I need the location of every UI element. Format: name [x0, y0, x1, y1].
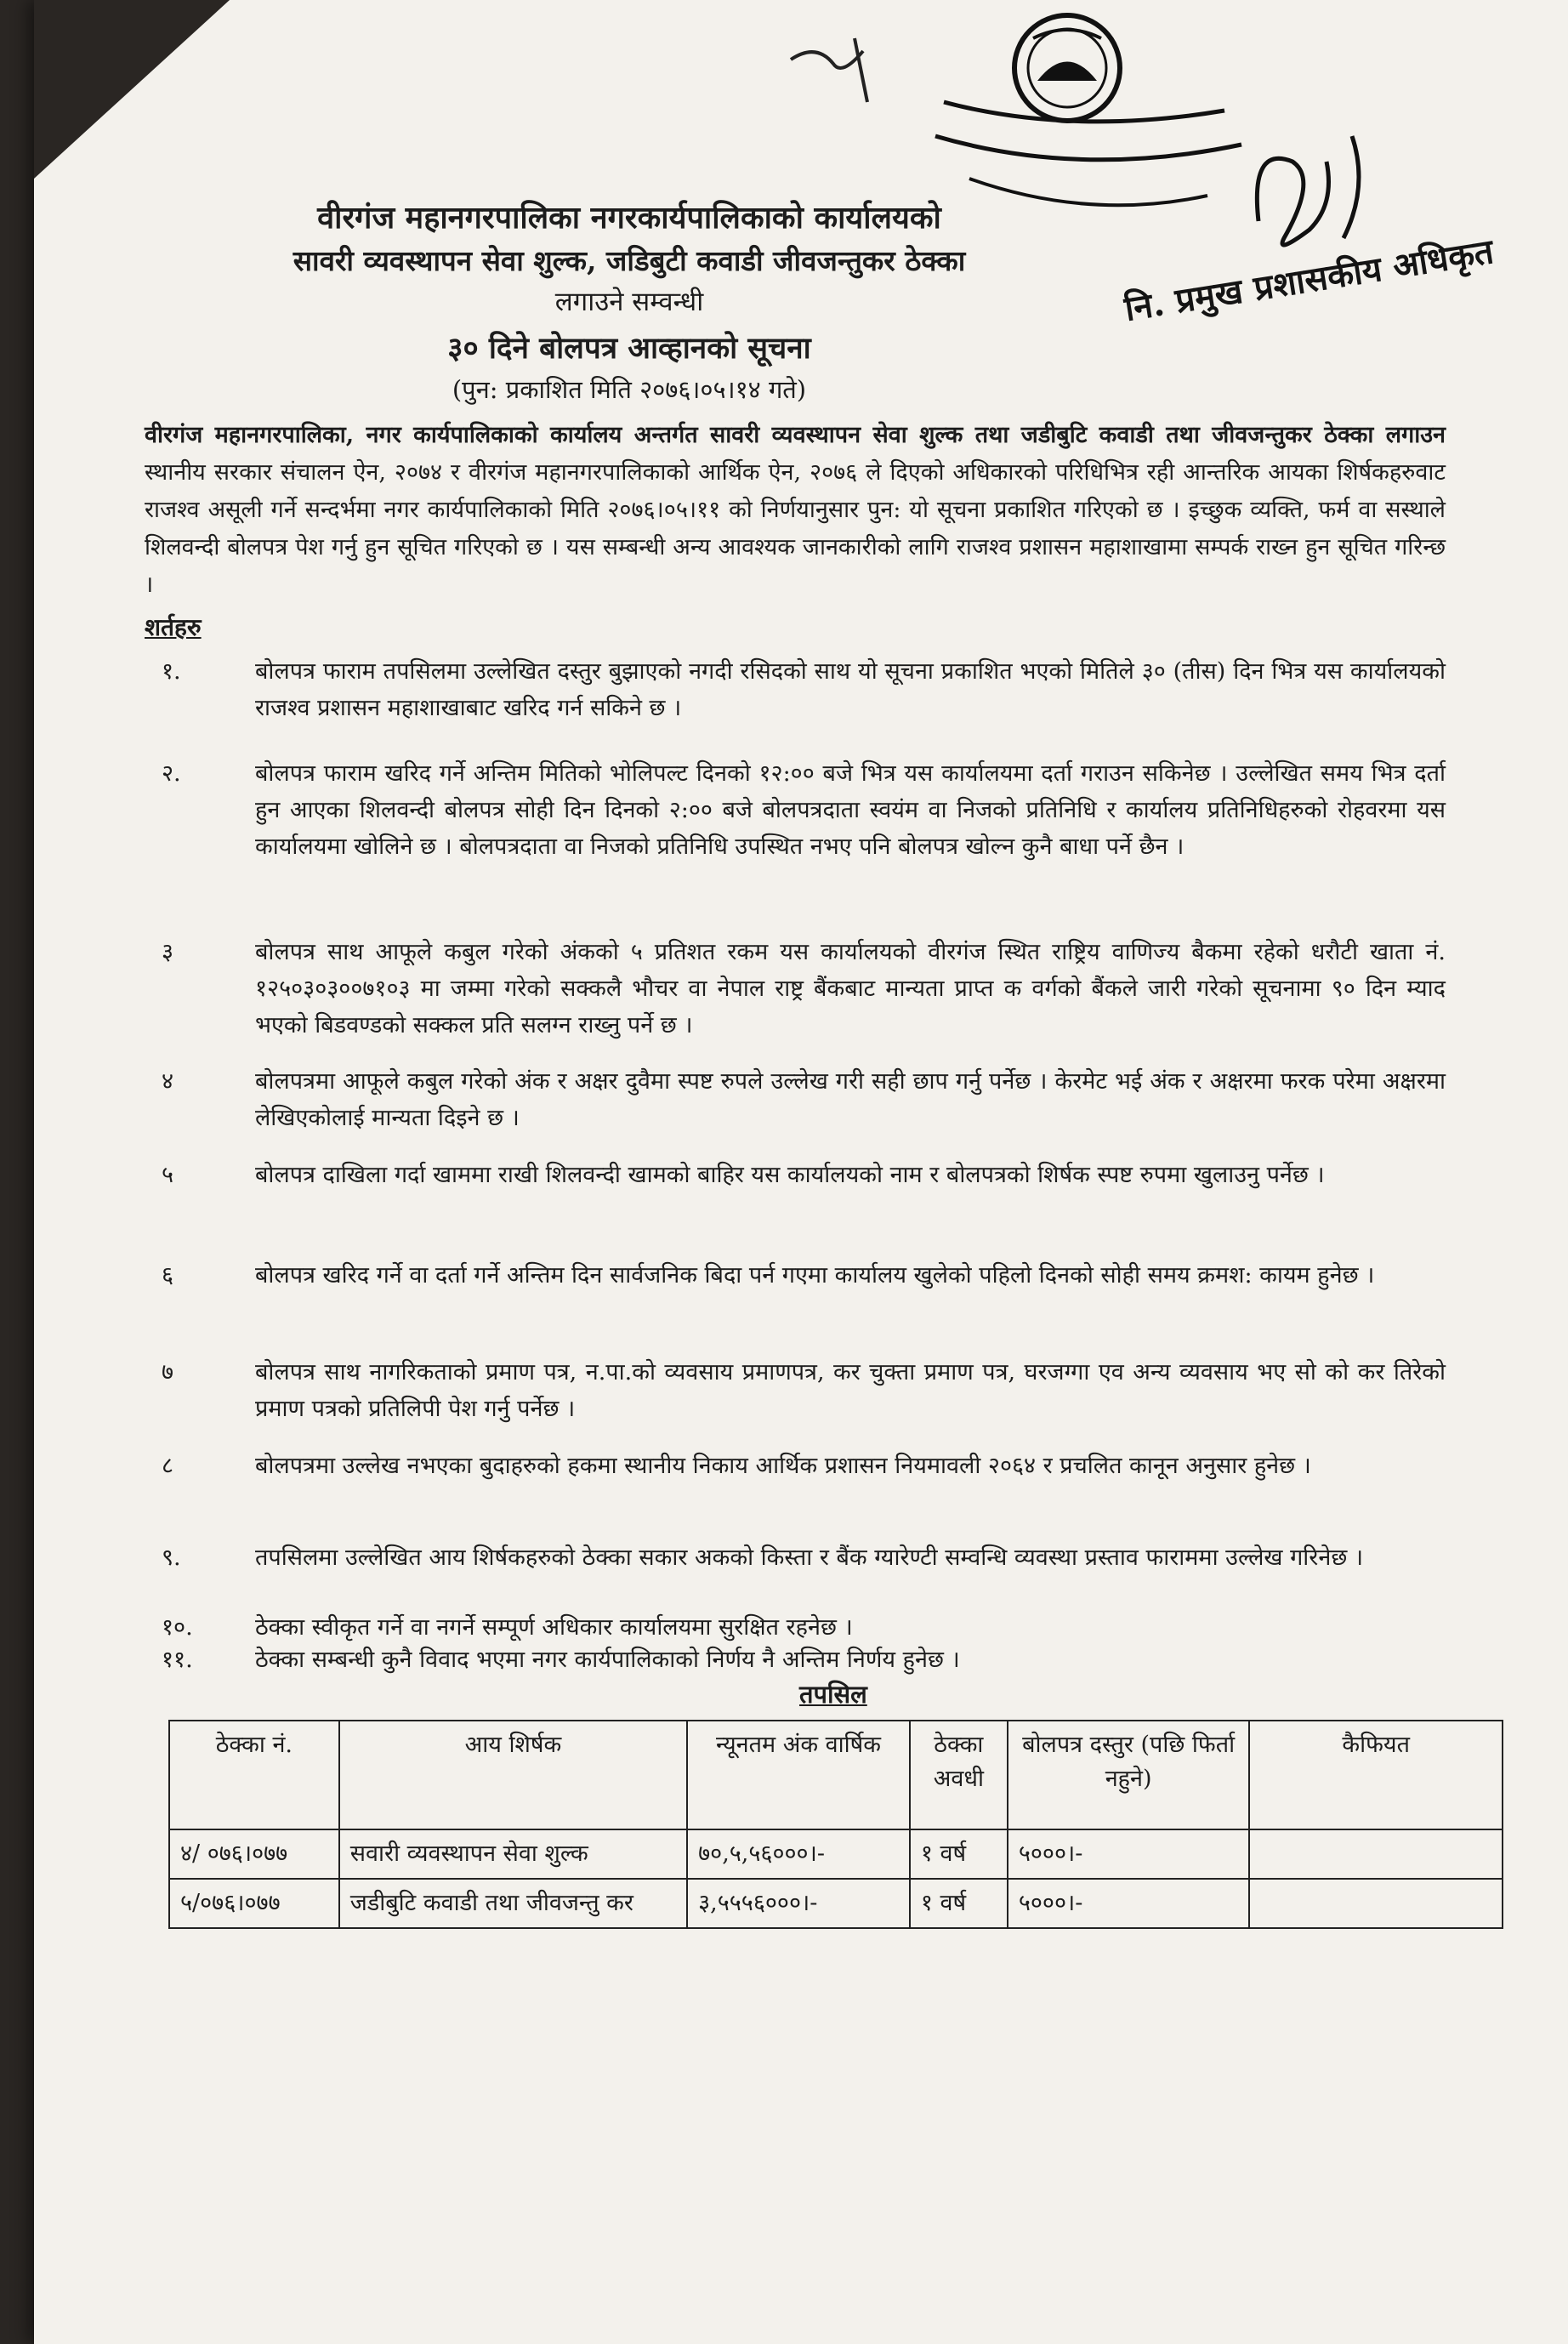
condition-number: ३ [162, 939, 174, 965]
condition-number: ७ [162, 1359, 174, 1385]
table-cell: १ वर्ष [910, 1879, 1008, 1928]
table-cell: जडीबुटि कवाडी तथा जीवजन्तु कर [339, 1879, 687, 1928]
condition-item [145, 653, 1446, 726]
table-cell: ४/ ०७६।०७७ [169, 1829, 339, 1879]
condition-text: बोलपत्र साथ आफूले कबुल गरेको अंकको ५ प्रतिशत रकम यस कार्यालयको वीरगंज स्थित राष्ट्रिय वाणिज्य बैकमा रहेको धरौटी खाता नं. १२५०३०३००७१०३ मा जम्मा गरेको सक्कलै भौचर वा नेपाल राष्ट्र बैंकबाट मान्यता प्राप्त क वर्गको बैंकले जारी गरेको सूचनामा ९० दिन म्याद भएको बिडवण्डको सक्कल प्रति सलग्न राख्नु पर्ने छ । [255, 939, 1446, 1038]
condition-text: बोलपत्र दाखिला गर्दा खाममा राखी शिलवन्दी खामको बाहिर यस कार्यालयको नाम र बोलपत्रको शिर्षक स्पष्ट रुपमा खुलाउनु पर्नेछ । [255, 1162, 1325, 1188]
condition-number: १. [162, 658, 181, 685]
condition-item [145, 1448, 1446, 1484]
table-cell: १ वर्ष [910, 1829, 1008, 1879]
intro-body: स्थानीय सरकार संचालन ऐन, २०७४ र वीरगंज महानगरपालिकाको आर्थिक ऐन, २०७६ ले दिएको अधिकारको परिधिभित्र रही आन्तरिक आयका शिर्षकहरुवाट राजश्व असूली गर्ने सन्दर्भमा नगर कार्यपालिकाको मिति २०७६।०५।११ को निर्णयानुसार पुन: यो सूचना प्रकाशित गरिएको छ । इच्छुक व्यक्ति, फर्म वा सस्थाले शिलवन्दी बोलपत्र पेश गर्नु हुन सूचित गरिएको छ । यस सम्बन्धी अन्य आवश्यक जानकारीको लागि राजश्व प्रशासन महाशाखामा सम्पर्क राख्न हुन सूचित गरिन्छ । [145, 459, 1446, 598]
condition-text: तपसिलमा उल्लेखित आय शिर्षकहरुको ठेक्का सकार अकको किस्ता र बैंक ग्यारेण्टी सम्वन्धि व्यवस्था प्रस्ताव फाराममा उल्लेख गरिनेछ । [255, 1545, 1364, 1571]
column-header: ठेक्का नं. [169, 1721, 339, 1829]
table-row [169, 1879, 1503, 1928]
condition-item [145, 934, 1446, 1044]
condition-number: ५ [162, 1162, 174, 1188]
table-header-row [169, 1721, 1503, 1829]
handwritten-mark-icon [782, 34, 884, 111]
page-shadow-corner [34, 0, 230, 179]
condition-item [145, 1641, 1446, 1678]
condition-item [145, 1609, 1446, 1646]
column-header: न्यूनतम अंक वार्षिक [687, 1721, 910, 1829]
condition-number: ९. [162, 1545, 181, 1571]
condition-number: ८ [162, 1453, 174, 1479]
table-cell: ५/०७६।०७७ [169, 1879, 339, 1928]
table-cell [1249, 1829, 1503, 1879]
condition-text: ठेक्का सम्बन्धी कुनै विवाद भएमा नगर कार्यपालिकाको निर्णय नै अन्तिम निर्णय हुनेछ । [255, 1647, 960, 1673]
condition-text: बोलपत्र फाराम तपसिलमा उल्लेखित दस्तुर बुझाएको नगदी रसिदको साथ यो सूचना प्रकाशित भएको मितिले ३० (तीस) दिन भित्र यस कार्यालयको राजश्व प्रशासन महाशाखाबाट खरिद गर्न सकिने छ । [255, 658, 1446, 721]
table-cell: सवारी व्यवस्थापन सेवा शुल्क [339, 1829, 687, 1879]
condition-text: बोलपत्रमा उल्लेख नभएका बुदाहरुको हकमा स्थानीय निकाय आर्थिक प्रशासन नियमावली २०६४ र प्रचलित कानून अनुसार हुनेछ । [255, 1453, 1311, 1479]
intro-lead: वीरगंज महानगरपालिका, नगर कार्यपालिकाको कार्यालय अन्तर्गत सावरी व्यवस्थापन सेवा शुल्क तथा जडीबुटि कवाडी तथा जीवजन्तुकर ठेक्का लगाउन [145, 422, 1446, 448]
signature-icon [1224, 111, 1568, 366]
table-cell [1249, 1879, 1503, 1928]
table-cell: ५०००।- [1008, 1829, 1250, 1879]
condition-number: १०. [162, 1614, 193, 1641]
heading-line-2: सावरी व्यवस्थापन सेवा शुल्क, जडिबुटी कवाडी जीवजन्तुकर ठेक्का [293, 244, 966, 277]
condition-text: ठेक्का स्वीकृत गर्ने वा नगर्ने सम्पूर्ण अधिकार कार्यालयमा सुरक्षित रहनेछ । [255, 1614, 853, 1641]
notice-heading [34, 196, 1224, 408]
intro-paragraph [145, 417, 1446, 604]
column-header: ठेक्का अवधी [910, 1721, 1008, 1829]
schedule-table [168, 1720, 1503, 1929]
condition-number: ६ [162, 1262, 174, 1289]
heading-line-1: वीरगंज महानगरपालिका नगरकार्यपालिकाको कार्यालयको [317, 200, 941, 236]
condition-text: बोलपत्र साथ नागरिकताको प्रमाण पत्र, न.पा.को व्यवसाय प्रमाणपत्र, कर चुक्ता प्रमाण पत्र, घरजग्गा एव अन्य व्यवसाय भए सो को कर तिरेको प्रमाण पत्रको प्रतिलिपी पेश गर्नु पर्नेछ । [255, 1359, 1446, 1422]
notice-title: ३० दिने बोलपत्र आव्हानको सूचना [447, 331, 811, 366]
document-page [34, 0, 1568, 2344]
column-header: बोलपत्र दस्तुर (पछि फिर्ता नहुने) [1008, 1721, 1250, 1829]
heading-line-3: लगाउने सम्वन्धी [554, 287, 704, 317]
condition-item [145, 1257, 1446, 1294]
republish-date: (पुन: प्रकाशित मिति २०७६।०५।१४ गते) [452, 375, 807, 404]
schedule-title: तपसिल [799, 1680, 867, 1709]
condition-item [145, 755, 1446, 865]
officer-title-stamp: नि. प्रमुख प्रशासकीय अधिकृत [1122, 230, 1497, 329]
condition-number: २. [162, 760, 181, 787]
condition-item [145, 1539, 1446, 1576]
condition-item [145, 1157, 1446, 1193]
condition-number: ४ [162, 1068, 174, 1095]
condition-item [145, 1354, 1446, 1427]
condition-item [145, 1063, 1446, 1136]
condition-text: बोलपत्र खरिद गर्ने वा दर्ता गर्ने अन्तिम दिन सार्वजनिक बिदा पर्न गएमा कार्यालय खुलेको पहिलो दिनको सोही समय क्रमश: कायम हुनेछ । [255, 1262, 1375, 1289]
table-row [169, 1829, 1503, 1879]
conditions-title: शर्तहरु [145, 613, 202, 641]
condition-number: ११. [162, 1647, 193, 1673]
table-cell: ५०००।- [1008, 1879, 1250, 1928]
column-header: कैफियत [1249, 1721, 1503, 1829]
column-header: आय शिर्षक [339, 1721, 687, 1829]
table-cell: ३,५५५६०००।- [687, 1879, 910, 1928]
condition-text: बोलपत्रमा आफूले कबुल गरेको अंक र अक्षर दुवैमा स्पष्ट रुपले उल्लेख गरी सही छाप गर्नु पर्नेछ । केरमेट भई अंक र अक्षरमा फरक परेमा अक्षरमा लेखिएकोलाई मान्यता दिइने छ । [255, 1068, 1446, 1131]
table-cell: ७०,५,५६०००।- [687, 1829, 910, 1879]
condition-text: बोलपत्र फाराम खरिद गर्ने अन्तिम मितिको भोलिपल्ट दिनको १२:०० बजे भित्र यस कार्यालयमा दर्ता गराउन सकिनेछ । उल्लेखित समय भित्र दर्ता हुन आएका शिलवन्दी बोलपत्र सोही दिन दिनको २:०० बजे बोलपत्रदाता स्वयंम वा निजको प्रतिनिधि र कार्यालय प्रतिनिधिहरुको रोहवरमा यस कार्यालयमा खोलिने छ । बोलपत्रदाता वा निजको प्रतिनिधि उपस्थित नभए पनि बोलपत्र खोल्न कुनै बाधा पर्ने छैन । [255, 760, 1446, 860]
